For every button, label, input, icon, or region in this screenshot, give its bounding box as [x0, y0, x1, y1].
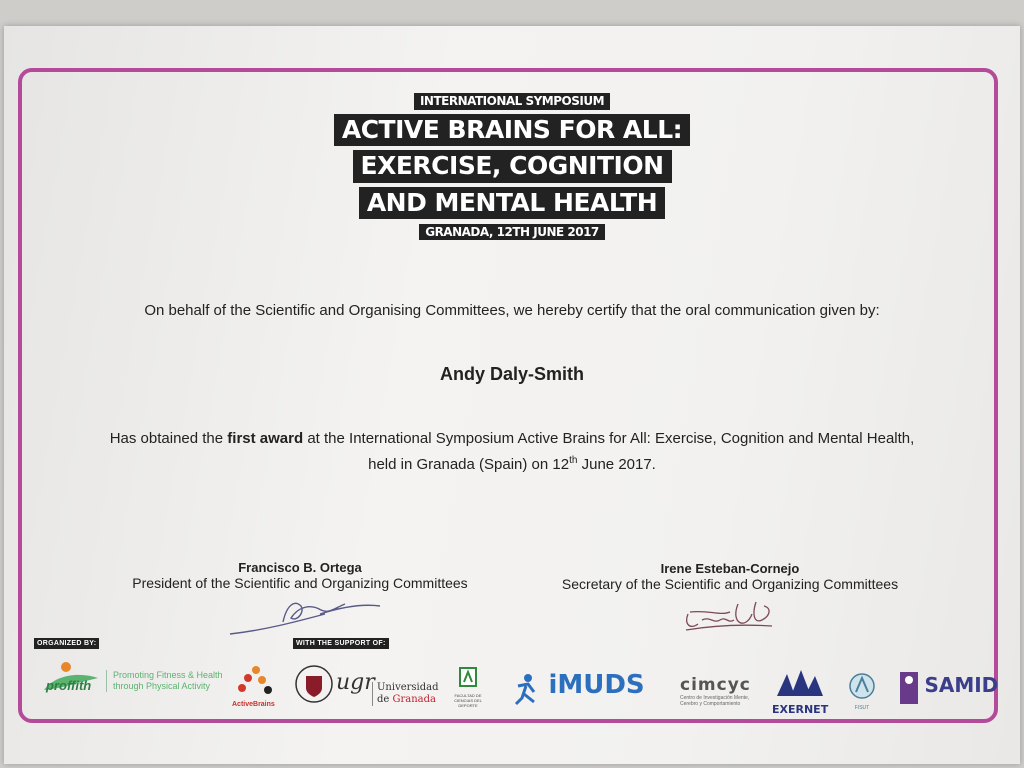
- univ-line-1: Universidad: [377, 682, 439, 693]
- signature-scribble-2: [680, 594, 780, 644]
- cimcyc-wordmark: cimcyc: [680, 675, 751, 695]
- proffith-tagline-1: Promoting Fitness & Health: [113, 670, 223, 680]
- samid-wordmark: SAMID: [924, 673, 999, 698]
- imuds-logo: [510, 670, 645, 706]
- samid-logo: [898, 670, 998, 706]
- universidad-granada-label: [372, 682, 439, 706]
- certification-intro: On behalf of the Scientific and Organising Committees, we hereby certify that the oral communication given by:: [144, 302, 880, 319]
- facultad-label: FACULTAD DE CIENCIAS DEL DEPORTE: [454, 693, 482, 708]
- award-line2-prefix: held in Granada (Spain) on 12: [368, 456, 570, 473]
- symposium-date: GRANADA, 12TH JUNE 2017: [419, 224, 605, 241]
- proffith-wordmark: proffith: [46, 678, 92, 693]
- signatory-role: President of the Scientific and Organizing Committees: [132, 575, 468, 591]
- fisut-logo: [847, 672, 877, 711]
- cimcyc-logo: [680, 675, 764, 707]
- proffith-tagline-2: through Physical Activity: [113, 681, 211, 691]
- proffith-logo: [36, 660, 106, 709]
- award-ordinal: th: [569, 455, 578, 466]
- fisut-label: FISUT: [854, 705, 870, 711]
- title-line-2: EXERCISE, COGNITION: [353, 150, 672, 182]
- exernet-figures-icon: [773, 666, 827, 698]
- with-support-label: WITH THE SUPPORT OF:: [293, 638, 389, 649]
- symposium-title-block: [0, 92, 1024, 241]
- recipient-name: Andy Daly-Smith: [439, 364, 585, 384]
- signatory-name: Irene Esteban-Cornejo: [660, 561, 800, 576]
- symposium-kicker: INTERNATIONAL SYMPOSIUM: [414, 93, 610, 110]
- proffith-tagline: [106, 670, 223, 692]
- signature-scribble-1: [225, 592, 385, 640]
- award-highlight: first award: [227, 430, 304, 447]
- signatory-role: Secretary of the Scientific and Organizing Committees: [561, 576, 899, 592]
- imuds-wordmark: iMUDS: [548, 670, 645, 700]
- organized-by-label: ORGANIZED BY:: [34, 638, 99, 649]
- activebrains-logo: [232, 664, 280, 708]
- imuds-runner-icon: [510, 672, 544, 706]
- title-line-3: AND MENTAL HEALTH: [359, 187, 665, 219]
- award-suffix: at the International Symposium Active Brains for All: Exercise, Cognition and Mental Health,: [303, 430, 915, 447]
- samid-figure-icon: [898, 670, 920, 706]
- exernet-logo: [772, 666, 828, 716]
- ugr-wordmark: ugr: [336, 670, 375, 695]
- award-line2-suffix: June 2017.: [577, 456, 656, 473]
- title-line-1: ACTIVE BRAINS FOR ALL:: [334, 114, 690, 146]
- activebrains-figure-icon: [232, 664, 280, 700]
- award-prefix: Has obtained the: [109, 430, 228, 447]
- exernet-wordmark: EXERNET: [772, 703, 829, 716]
- facultad-shield-icon: [458, 666, 478, 688]
- cimcyc-subtitle: Centro de Investigación Mente, Cerebro y Comportamiento: [680, 695, 750, 707]
- activebrains-label: ActiveBrains: [232, 701, 275, 708]
- ugr-shield-icon: [294, 664, 334, 709]
- award-statement: [0, 428, 1024, 476]
- univ-line-2b: Granada: [392, 694, 436, 705]
- facultad-logo: [446, 666, 490, 708]
- signatory-name: Francisco B. Ortega: [238, 560, 362, 575]
- signature-president: [120, 560, 480, 591]
- univ-line-2a: de: [377, 694, 393, 705]
- fisut-emblem-icon: [847, 672, 877, 700]
- signature-secretary: [545, 561, 915, 592]
